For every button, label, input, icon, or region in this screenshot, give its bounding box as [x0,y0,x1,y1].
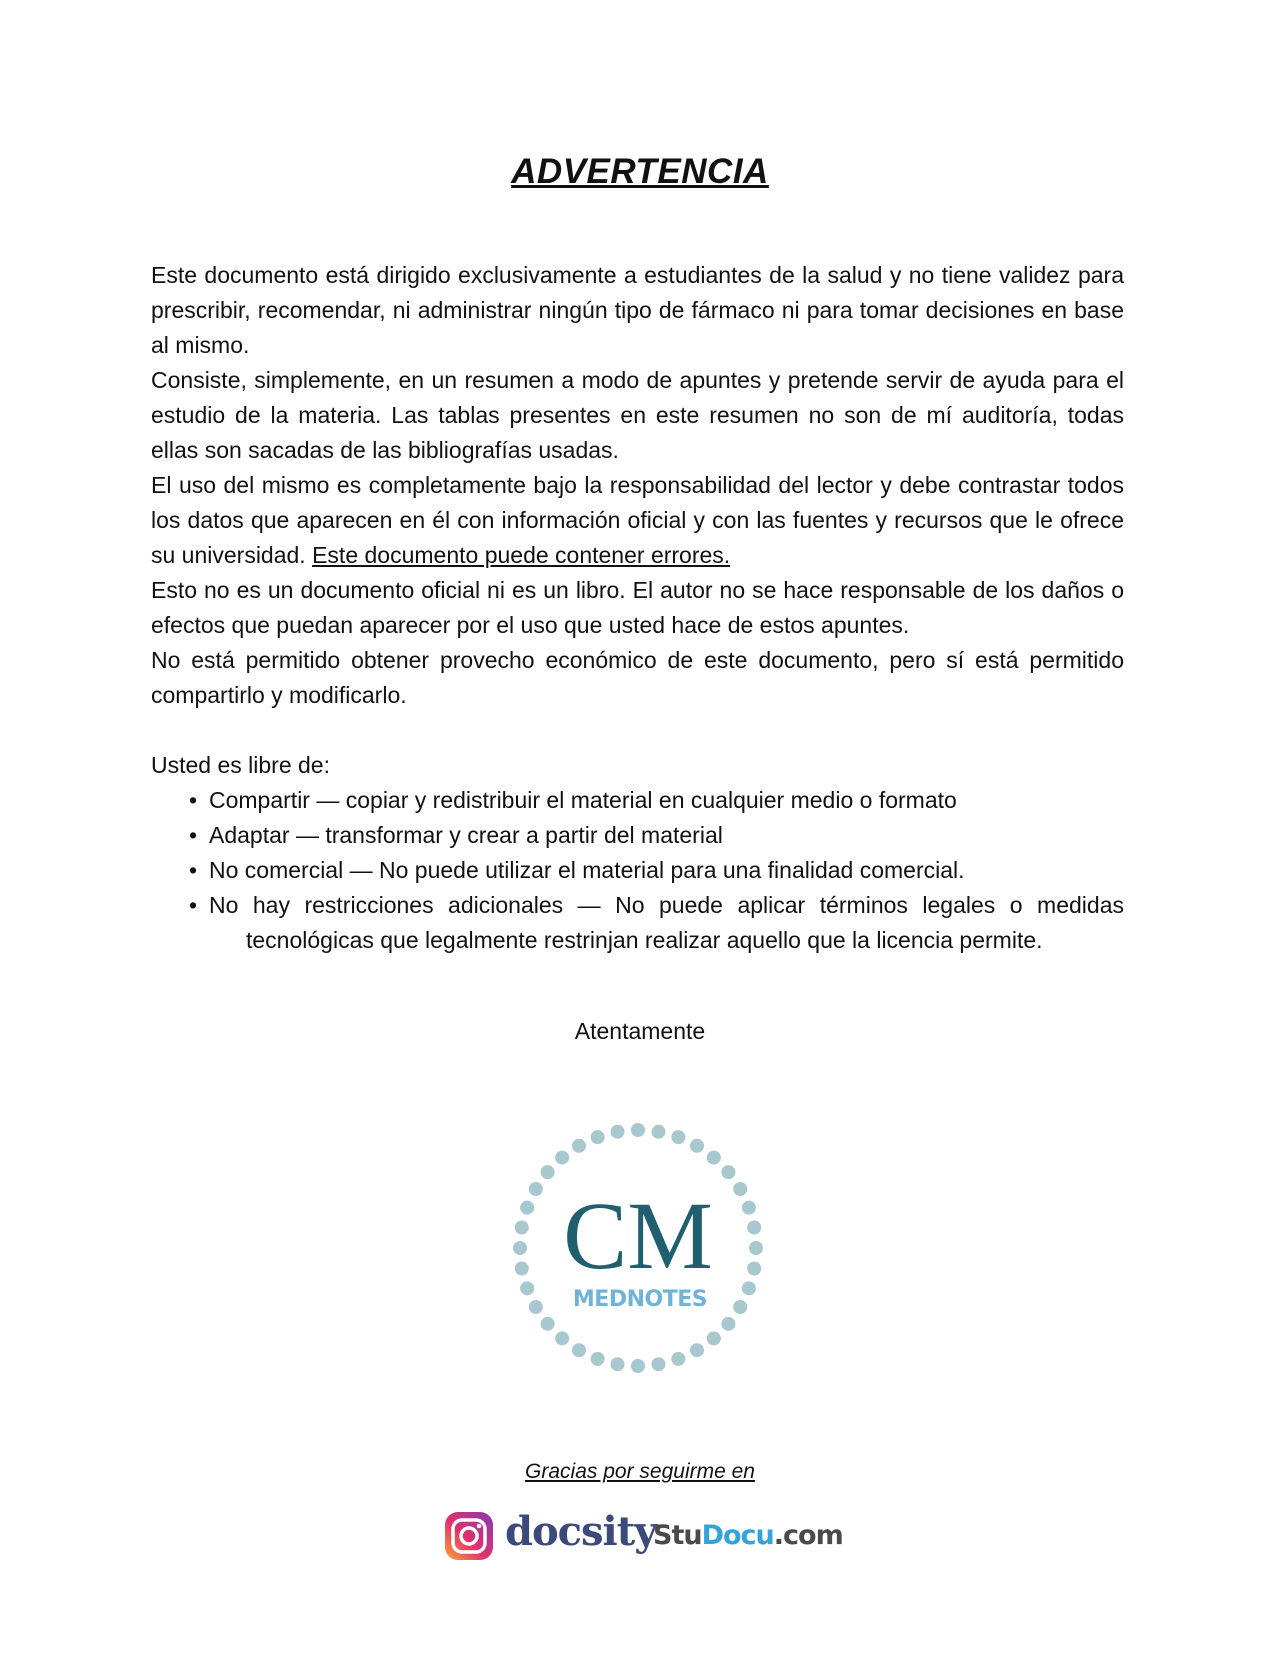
paragraph-not-official: Esto no es un documento oficial ni es un libro. El autor no se hace responsable de los daños o efectos que puedan aparecer por el uso que usted hace de estos apuntes. [151,577,1124,638]
paragraph-audience: Este documento está dirigido exclusivamente a estudiantes de la salud y no tiene validez para prescribir, recomendar, ni administrar ningún tipo de fármaco ni para tomar decisiones en base al mismo. [151,262,1124,358]
logo-dot [520,1201,534,1215]
bullet: • [189,857,198,883]
logo-dot [690,1139,704,1153]
logo-dot [707,1331,721,1345]
license-list [151,783,1124,958]
cm-mednotes-logo [508,1118,768,1378]
studocu-logo-part3: .com [773,1520,843,1551]
license-section [151,748,1124,958]
logo-dot [513,1241,527,1255]
logo-dot [555,1331,569,1345]
logo-dot [572,1139,586,1153]
logo-dot [529,1182,543,1196]
logo-dot [733,1300,747,1314]
logo-dot [611,1357,625,1371]
logo-dot [541,1165,555,1179]
logo-dot [631,1123,645,1137]
studocu-logo-part2: Docu [701,1520,774,1551]
paragraph-responsibility [151,468,1124,573]
bullet: • [189,822,198,848]
license-item-share: Compartir — copiar y redistribuir el material en cualquier medio o formato [209,787,957,813]
list-item [151,853,1124,888]
logo-dot [515,1261,529,1275]
logo-dot [572,1343,586,1357]
license-lead: Usted es libre de: [151,752,330,778]
logo-dot [555,1151,569,1165]
logo-dot [591,1352,605,1366]
license-item-noncommercial: No comercial — No puede utilizar el material para una finalidad comercial. [209,857,965,883]
warning-body [151,258,1124,713]
social-links [443,1508,843,1564]
list-item [151,888,1124,958]
bullet: • [189,787,198,813]
logo-dot [742,1281,756,1295]
logo-dot [742,1201,756,1215]
license-item-norestrictions-cont: tecnológicas que legalmente restrinjan realizar aquello que la licencia permite. [246,927,1043,953]
studocu-logo[interactable] [653,1520,843,1551]
paragraph-no-profit: No está permitido obtener provecho económico de este documento, pero sí está permitido compartirlo y modificarlo. [151,647,1124,708]
logo-dot [747,1261,761,1275]
logo-dot [520,1281,534,1295]
paragraph-purpose: Consiste, simplemente, en un resumen a modo de apuntes y pretende servir de ayuda para el estudio de la materia. Las tablas presentes en este resumen no son de mí auditoría, todas ellas son sacadas de las bibliografías usadas. [151,367,1124,463]
logo-dot [690,1343,704,1357]
closing: Atentamente [574,1018,706,1044]
logo-dot [631,1359,645,1373]
logo-dot [529,1300,543,1314]
list-item [151,818,1124,853]
logo-dot [733,1182,747,1196]
docsity-logo[interactable]: docsity [505,1508,657,1555]
logo-dot [515,1221,529,1235]
logo-dot [671,1352,685,1366]
logo-dot [747,1221,761,1235]
logo-dot [611,1125,625,1139]
bullet: • [189,892,198,918]
page-title: ADVERTENCIA [511,152,769,191]
logo-dot [721,1165,735,1179]
logo-dot [591,1130,605,1144]
logo-dot [721,1317,735,1331]
logo-dot [651,1357,665,1371]
logo-subtitle: MEDNOTES [572,1287,708,1312]
license-item-adapt: Adaptar — transformar y crear a partir del material [209,822,723,848]
logo-dot [541,1317,555,1331]
errors-notice: Este documento puede contener errores. [312,542,731,568]
license-item-norestrictions: No hay restricciones adicionales — No puede aplicar términos legales o medidas [209,892,1124,918]
list-item [151,783,1124,818]
paragraph-responsibility-text: El uso del mismo es completamente bajo la responsabilidad del lector y debe contrastar todos los datos que aparecen en él con información oficial y con las fuentes y recursos que le ofrece su universidad. [151,472,1124,568]
studocu-logo-part1: Stu [653,1520,702,1551]
logo-dot [707,1151,721,1165]
logo-dot [671,1130,685,1144]
logo-dot [651,1125,665,1139]
instagram-icon[interactable] [443,1510,495,1562]
logo-letters: CM [563,1182,713,1289]
logo-dot [749,1241,763,1255]
thanks-note: Gracias por seguirme en [525,1460,755,1483]
